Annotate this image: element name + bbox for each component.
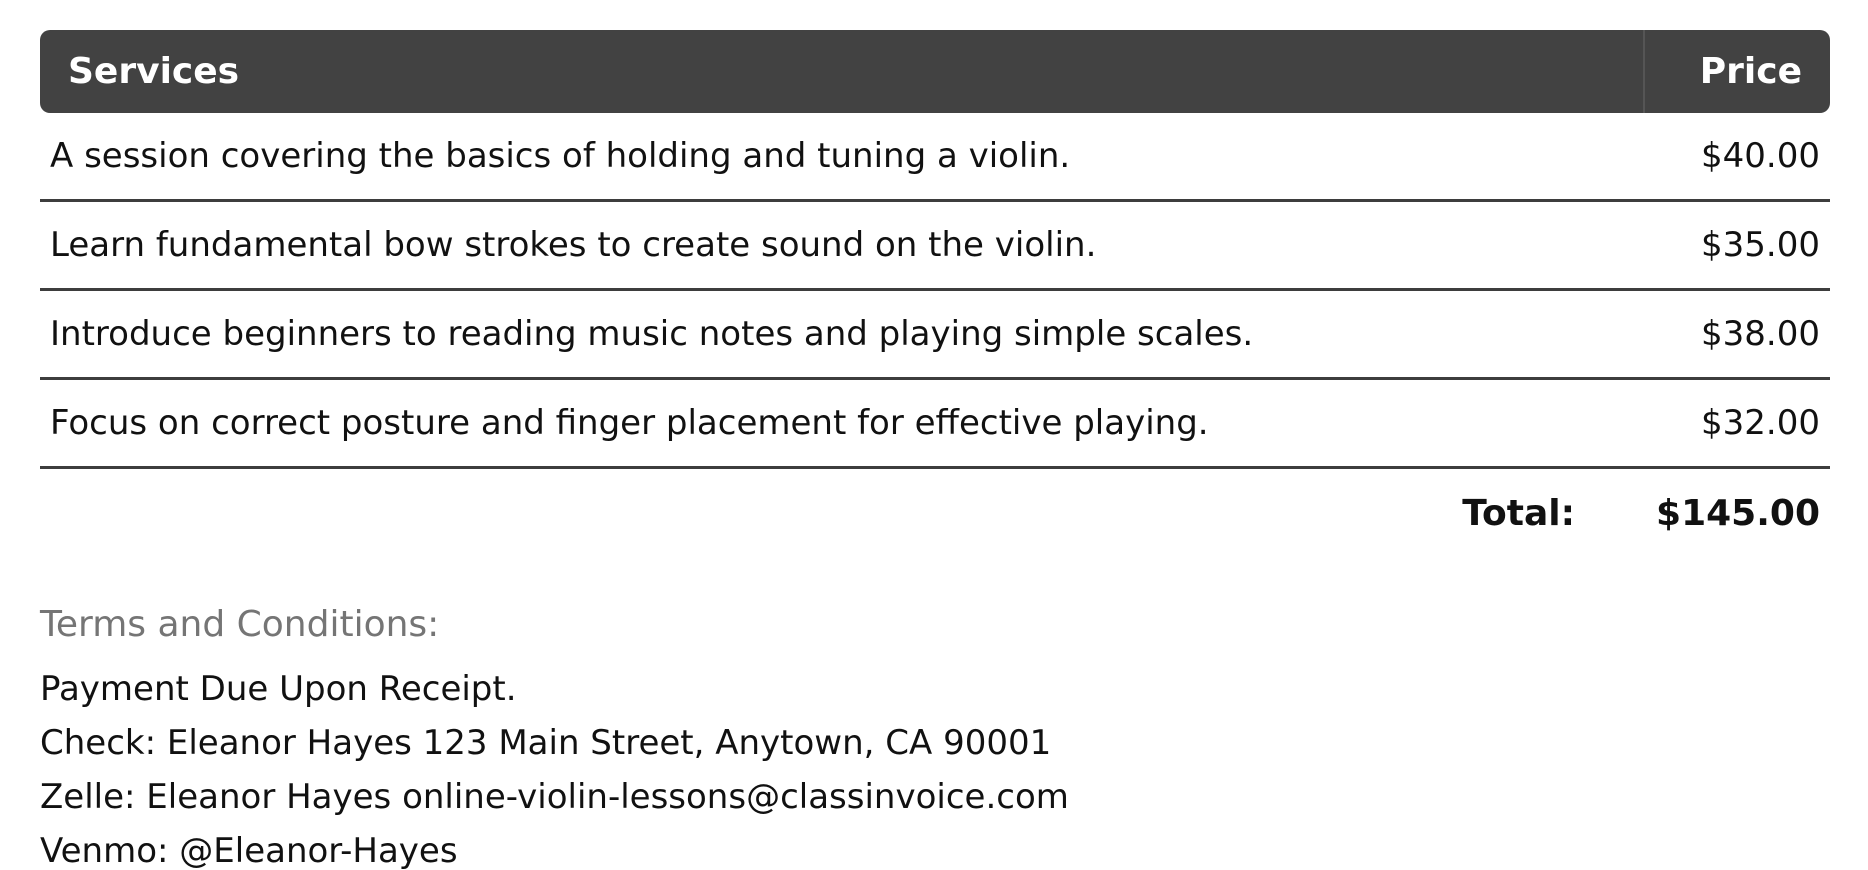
service-description: Learn fundamental bow strokes to create sound on the violin. — [40, 201, 1644, 290]
table-row — [40, 201, 1830, 290]
service-description: A session covering the basics of holding and tuning a violin. — [40, 113, 1644, 201]
total-row — [40, 469, 1830, 558]
services-column-header: Services — [40, 30, 1644, 113]
terms-line-venmo: Venmo: @Eleanor-Hayes — [40, 831, 458, 870]
total-label: Total: — [1462, 493, 1575, 534]
table-row — [40, 113, 1830, 201]
header-row — [40, 30, 1830, 113]
service-price: $32.00 — [1644, 379, 1830, 468]
table-row — [40, 379, 1830, 468]
terms-line-zelle: Zelle: Eleanor Hayes online-violin-lessons@classinvoice.com — [40, 777, 1069, 817]
services-table — [40, 30, 1830, 469]
services-table-body — [40, 113, 1830, 468]
terms-line-check: Check: Eleanor Hayes 123 Main Street, Anytown, CA 90001 — [40, 723, 1052, 763]
terms-title: Terms and Conditions: — [40, 604, 440, 645]
service-price: $40.00 — [1644, 113, 1830, 201]
price-column-header: Price — [1644, 30, 1830, 113]
table-row — [40, 290, 1830, 379]
service-description: Focus on correct posture and finger placement for effective playing. — [40, 379, 1644, 468]
terms-and-conditions-section — [40, 598, 1830, 870]
service-description: Introduce beginners to reading music notes and playing simple scales. — [40, 290, 1644, 379]
services-table-header — [40, 30, 1830, 113]
service-price: $35.00 — [1644, 201, 1830, 290]
total-value: $145.00 — [1656, 493, 1820, 534]
terms-line-payment: Payment Due Upon Receipt. — [40, 669, 517, 709]
service-price: $38.00 — [1644, 290, 1830, 379]
